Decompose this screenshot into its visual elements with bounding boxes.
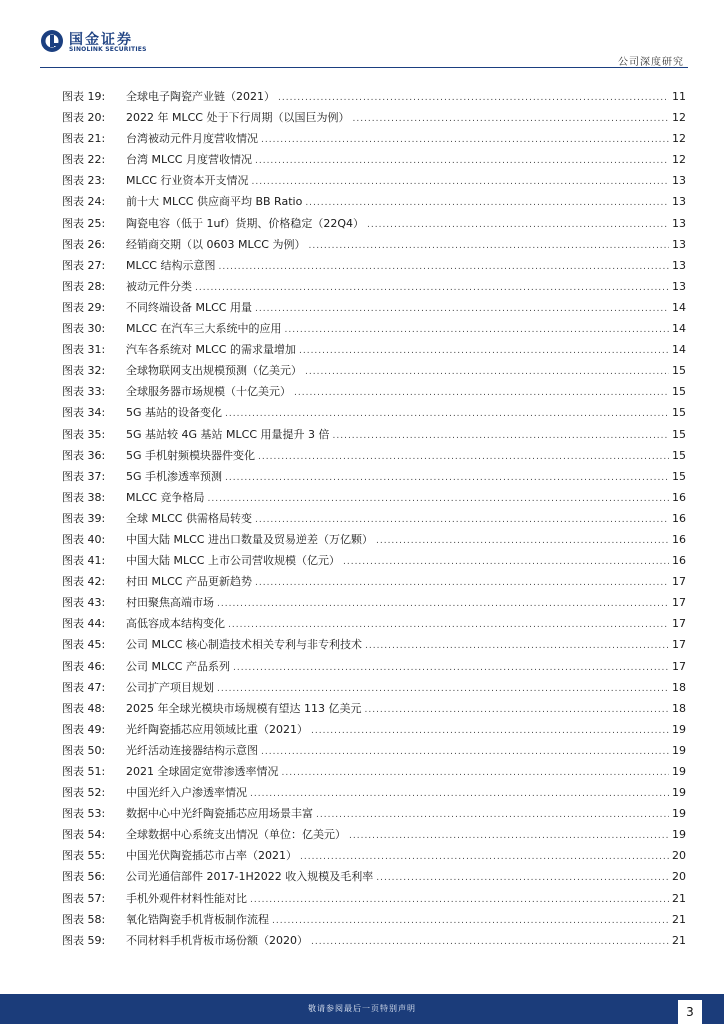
toc-entry-title: 汽车各系统对 MLCC 的需求量增加 bbox=[126, 343, 296, 357]
toc-entry-page: 20 bbox=[672, 870, 686, 884]
toc-entry-page: 12 bbox=[672, 132, 686, 146]
toc-entry[interactable] bbox=[62, 276, 686, 297]
toc-entry-title: MLCC 行业资本开支情况 bbox=[126, 174, 249, 188]
toc-entry-page: 15 bbox=[672, 385, 686, 399]
toc-dot-leader bbox=[250, 784, 669, 805]
toc-entry-title: 5G 手机渗透率预测 bbox=[126, 469, 223, 483]
toc-entry-page: 18 bbox=[672, 701, 686, 715]
toc-entry-label: 图表 56: bbox=[62, 870, 106, 884]
toc-entry-title: 前十大 MLCC 供应商平均 BB Ratio bbox=[126, 195, 303, 209]
toc-entry-title: MLCC 竞争格局 bbox=[126, 490, 205, 504]
toc-dot-leader bbox=[305, 362, 669, 383]
toc-entry[interactable] bbox=[62, 571, 686, 592]
toc-entry-title: 村田聚焦高端市场 bbox=[126, 596, 214, 610]
toc-entry-label: 图表 19: bbox=[62, 90, 106, 103]
toc-entry-page: 12 bbox=[672, 153, 686, 167]
toc-entry[interactable] bbox=[62, 339, 686, 360]
toc-entry-page: 16 bbox=[672, 511, 686, 525]
toc-entry-label: 图表 48: bbox=[62, 701, 106, 715]
toc-entry-page: 13 bbox=[672, 237, 686, 251]
toc-dot-leader bbox=[305, 193, 669, 214]
toc-entry-title: 中国光伏陶瓷插芯市占率（2021） bbox=[126, 849, 297, 863]
toc-entry-label: 图表 40: bbox=[62, 532, 106, 546]
toc-dot-leader bbox=[261, 742, 669, 763]
toc-entry-label: 图表 36: bbox=[62, 448, 106, 462]
toc-entry-label: 图表 30: bbox=[62, 322, 106, 336]
toc-entry-label: 图表 52: bbox=[62, 786, 106, 800]
toc-entry-page: 15 bbox=[672, 427, 686, 441]
logo-english-name: SINOLINK SECURITIES bbox=[69, 46, 147, 53]
toc-entry-label: 图表 45: bbox=[62, 638, 106, 652]
toc-entry-page: 21 bbox=[672, 933, 686, 947]
toc-entry-label: 图表 25: bbox=[62, 216, 106, 230]
header-divider bbox=[40, 67, 688, 68]
toc-entry-page: 11 bbox=[672, 90, 686, 103]
toc-entry-page: 15 bbox=[672, 448, 686, 462]
toc-entry-page: 19 bbox=[672, 765, 686, 778]
toc-dot-leader bbox=[272, 911, 669, 932]
toc-dot-leader bbox=[311, 932, 669, 953]
toc-entry[interactable] bbox=[62, 656, 686, 677]
toc-entry[interactable] bbox=[62, 170, 686, 191]
toc-entry[interactable] bbox=[62, 445, 686, 466]
toc-entry[interactable] bbox=[62, 782, 686, 803]
sinolink-logo-icon bbox=[40, 29, 64, 53]
toc-entry-title: 全球数据中心系统支出情况（单位：亿美元） bbox=[126, 828, 346, 842]
toc-entry-label: 图表 27: bbox=[62, 258, 106, 272]
toc-entry-page: 14 bbox=[672, 322, 686, 336]
toc-entry[interactable] bbox=[62, 845, 686, 866]
toc-entry-title: 数据中心中光纤陶瓷插芯应用场景丰富 bbox=[126, 807, 313, 821]
toc-entry[interactable] bbox=[62, 930, 686, 951]
toc-entry[interactable] bbox=[62, 424, 686, 445]
toc-entry-title: 2021 全球固定宽带渗透率情况 bbox=[126, 765, 279, 778]
page-header bbox=[0, 0, 724, 68]
toc-entry[interactable] bbox=[62, 677, 686, 698]
disclaimer-note: 敬请参阅最后一页特别声明 bbox=[308, 1004, 416, 1013]
toc-dot-leader bbox=[367, 215, 669, 236]
toc-entry-label: 图表 50: bbox=[62, 743, 106, 757]
toc-entry-page: 13 bbox=[672, 216, 686, 230]
toc-entry-page: 13 bbox=[672, 195, 686, 209]
toc-entry-label: 图表 29: bbox=[62, 300, 106, 314]
toc-entry-page: 19 bbox=[672, 743, 686, 757]
toc-entry[interactable] bbox=[62, 381, 686, 402]
toc-entry[interactable] bbox=[62, 297, 686, 318]
toc-entry-title: 全球服务器市场规模（十亿美元） bbox=[126, 385, 291, 399]
toc-entry-label: 图表 51: bbox=[62, 765, 106, 778]
toc-entry-label: 图表 32: bbox=[62, 364, 106, 378]
toc-entry-label: 图表 22: bbox=[62, 153, 106, 167]
toc-entry-page: 19 bbox=[672, 722, 686, 736]
toc-entry-page: 15 bbox=[672, 469, 686, 483]
toc-entry[interactable] bbox=[62, 318, 686, 339]
toc-dot-leader bbox=[251, 172, 669, 193]
toc-entry-title: 台湾被动元件月度营收情况 bbox=[126, 132, 258, 146]
toc-entry-label: 图表 43: bbox=[62, 596, 106, 610]
toc-entry-title: 村田 MLCC 产品更新趋势 bbox=[126, 575, 252, 589]
toc-entry-label: 图表 44: bbox=[62, 617, 106, 631]
toc-dot-leader bbox=[255, 510, 669, 531]
toc-entry[interactable] bbox=[62, 107, 686, 128]
toc-dot-leader bbox=[195, 278, 669, 299]
toc-dot-leader bbox=[284, 320, 669, 341]
toc-entry-title: 不同材料手机背板市场份额（2020） bbox=[126, 933, 308, 947]
toc-entry-page: 16 bbox=[672, 490, 686, 504]
toc-dot-leader bbox=[233, 658, 669, 679]
toc-entry-label: 图表 39: bbox=[62, 511, 106, 525]
toc-dot-leader bbox=[217, 679, 669, 700]
toc-entry-page: 13 bbox=[672, 258, 686, 272]
page-number: 3 bbox=[678, 1000, 702, 1024]
toc-entry[interactable] bbox=[62, 255, 686, 276]
toc-entry[interactable] bbox=[62, 529, 686, 550]
toc-entry[interactable] bbox=[62, 803, 686, 824]
toc-entry-title: 陶瓷电容（低于 1uf）货期、价格稳定（22Q4） bbox=[126, 216, 364, 230]
toc-dot-leader bbox=[376, 531, 669, 552]
toc-entry-page: 17 bbox=[672, 596, 686, 610]
toc-entry-title: 高低容成本结构变化 bbox=[126, 617, 225, 631]
toc-entry-page: 18 bbox=[672, 680, 686, 694]
toc-entry[interactable] bbox=[62, 128, 686, 149]
toc-entry-page: 17 bbox=[672, 659, 686, 673]
toc-entry-label: 图表 55: bbox=[62, 849, 106, 863]
toc-dot-leader bbox=[261, 130, 669, 151]
sinolink-logo bbox=[40, 29, 200, 55]
toc-entry-title: 全球 MLCC 供需格局转变 bbox=[126, 511, 252, 525]
toc-entry[interactable] bbox=[62, 824, 686, 845]
toc-dot-leader bbox=[343, 552, 669, 573]
toc-entry-label: 图表 54: bbox=[62, 828, 106, 842]
toc-dot-leader bbox=[349, 826, 669, 847]
toc-dot-leader bbox=[294, 383, 669, 404]
toc-entry-title: MLCC 在汽车三大系统中的应用 bbox=[126, 322, 282, 336]
toc-entry-title: 5G 基站较 4G 基站 MLCC 用量提升 3 倍 bbox=[126, 427, 330, 441]
toc-entry[interactable] bbox=[62, 719, 686, 740]
toc-dot-leader bbox=[207, 489, 669, 510]
toc-entry[interactable] bbox=[62, 487, 686, 508]
toc-entry-label: 图表 34: bbox=[62, 406, 106, 420]
toc-entry[interactable] bbox=[62, 360, 686, 381]
toc-entry-label: 图表 58: bbox=[62, 912, 106, 926]
toc-entry-title: 2025 年全球光模块市场规模有望达 113 亿美元 bbox=[126, 701, 362, 715]
toc-entry-page: 17 bbox=[672, 575, 686, 589]
toc-entry-title: 2022 年 MLCC 处于下行周期（以国巨为例） bbox=[126, 111, 350, 125]
toc-entry-label: 图表 38: bbox=[62, 490, 106, 504]
toc-entry-title: 光纤活动连接器结构示意图 bbox=[126, 743, 258, 757]
toc-entry-label: 图表 37: bbox=[62, 469, 106, 483]
toc-entry[interactable] bbox=[62, 86, 686, 107]
toc-entry[interactable] bbox=[62, 634, 686, 655]
toc-entry-label: 图表 28: bbox=[62, 279, 106, 293]
toc-entry[interactable] bbox=[62, 234, 686, 255]
toc-dot-leader bbox=[250, 890, 669, 911]
toc-dot-leader bbox=[258, 447, 669, 468]
toc-entry-page: 13 bbox=[672, 279, 686, 293]
toc-entry-title: 被动元件分类 bbox=[126, 279, 192, 293]
toc-dot-leader bbox=[255, 151, 669, 172]
toc-dot-leader bbox=[311, 721, 669, 742]
toc-entry[interactable] bbox=[62, 866, 686, 887]
toc-dot-leader bbox=[278, 88, 669, 109]
logo-chinese-name: 国金证券 bbox=[69, 32, 133, 48]
toc-entry-label: 图表 23: bbox=[62, 174, 106, 188]
toc-entry-title: 5G 手机射频模块器件变化 bbox=[126, 448, 256, 462]
document-type-label: 公司深度研究 bbox=[618, 57, 684, 68]
toc-dot-leader bbox=[364, 700, 669, 721]
toc-entry[interactable] bbox=[62, 402, 686, 423]
toc-entry-label: 图表 24: bbox=[62, 195, 106, 209]
toc-entry-title: 不同终端设备 MLCC 用量 bbox=[126, 300, 252, 314]
toc-entry[interactable] bbox=[62, 550, 686, 571]
toc-entry-title: 氧化锆陶瓷手机背板制作流程 bbox=[126, 912, 269, 926]
toc-dot-leader bbox=[217, 594, 669, 615]
toc-entry[interactable] bbox=[62, 698, 686, 719]
toc-entry-page: 17 bbox=[672, 617, 686, 631]
toc-dot-leader bbox=[255, 573, 669, 594]
toc-entry-page: 19 bbox=[672, 828, 686, 842]
toc-entry-title: 中国大陆 MLCC 进出口数量及贸易逆差（万亿颗） bbox=[126, 532, 373, 546]
toc-entry-label: 图表 42: bbox=[62, 575, 106, 589]
toc-entry-page: 15 bbox=[672, 364, 686, 378]
toc-entry-page: 13 bbox=[672, 174, 686, 188]
toc-entry[interactable] bbox=[62, 508, 686, 529]
toc-entry[interactable] bbox=[62, 613, 686, 634]
toc-entry-page: 16 bbox=[672, 532, 686, 546]
toc-entry[interactable] bbox=[62, 149, 686, 170]
toc-entry-page: 16 bbox=[672, 554, 686, 568]
toc-entry[interactable] bbox=[62, 888, 686, 909]
toc-entry-label: 图表 49: bbox=[62, 722, 106, 736]
toc-entry-page: 14 bbox=[672, 300, 686, 314]
toc-entry-page: 14 bbox=[672, 343, 686, 357]
toc-dot-leader bbox=[333, 426, 670, 447]
toc-entry-title: 公司扩产项目规划 bbox=[126, 680, 214, 694]
toc-entry-title: 全球物联网支出规模预测（亿美元） bbox=[126, 364, 302, 378]
page-footer bbox=[0, 994, 724, 1024]
toc-entry-title: 经销商交期（以 0603 MLCC 为例） bbox=[126, 237, 306, 251]
toc-entry[interactable] bbox=[62, 213, 686, 234]
toc-dot-leader bbox=[225, 404, 669, 425]
toc-dot-leader bbox=[352, 109, 669, 130]
toc-dot-leader bbox=[255, 299, 669, 320]
toc-entry-page: 17 bbox=[672, 638, 686, 652]
toc-dot-leader bbox=[282, 763, 670, 784]
toc-entry-label: 图表 35: bbox=[62, 427, 106, 441]
toc-entry-title: 中国大陆 MLCC 上市公司营收规模（亿元） bbox=[126, 554, 340, 568]
toc-entry-title: 5G 基站的设备变化 bbox=[126, 406, 223, 420]
toc-entry-label: 图表 26: bbox=[62, 237, 106, 251]
toc-entry-page: 12 bbox=[672, 111, 686, 125]
toc-entry-title: 公司 MLCC 产品系列 bbox=[126, 659, 230, 673]
toc-entry-title: 光纤陶瓷插芯应用领域比重（2021） bbox=[126, 722, 308, 736]
toc-entry[interactable] bbox=[62, 740, 686, 761]
toc-entry-title: 中国光纤入户渗透率情况 bbox=[126, 786, 247, 800]
toc-entry[interactable] bbox=[62, 909, 686, 930]
toc-dot-leader bbox=[228, 615, 669, 636]
toc-entry-label: 图表 59: bbox=[62, 933, 106, 947]
toc-entry-label: 图表 20: bbox=[62, 111, 106, 125]
toc-dot-leader bbox=[308, 236, 669, 257]
toc-dot-leader bbox=[218, 257, 669, 278]
toc-entry-page: 19 bbox=[672, 786, 686, 800]
toc-entry-label: 图表 57: bbox=[62, 891, 106, 905]
toc-dot-leader bbox=[316, 805, 669, 826]
toc-entry-label: 图表 53: bbox=[62, 807, 106, 821]
toc-entry[interactable] bbox=[62, 466, 686, 487]
toc-entry[interactable] bbox=[62, 592, 686, 613]
toc-entry-page: 21 bbox=[672, 891, 686, 905]
toc-dot-leader bbox=[365, 636, 669, 657]
toc-dot-leader bbox=[225, 468, 669, 489]
toc-entry-page: 19 bbox=[672, 807, 686, 821]
table-of-figures bbox=[62, 86, 686, 951]
toc-entry-label: 图表 21: bbox=[62, 132, 106, 146]
toc-dot-leader bbox=[376, 868, 669, 889]
toc-entry-title: 手机外观件材料性能对比 bbox=[126, 891, 247, 905]
toc-entry-title: 全球电子陶瓷产业链（2021） bbox=[126, 90, 275, 103]
toc-entry-label: 图表 41: bbox=[62, 554, 106, 568]
toc-entry-title: 公司 MLCC 核心制造技术相关专利与非专利技术 bbox=[126, 638, 362, 652]
toc-entry-page: 20 bbox=[672, 849, 686, 863]
toc-entry-label: 图表 47: bbox=[62, 680, 106, 694]
toc-entry-label: 图表 46: bbox=[62, 659, 106, 673]
toc-entry[interactable] bbox=[62, 191, 686, 212]
toc-entry[interactable] bbox=[62, 761, 686, 782]
toc-entry-label: 图表 33: bbox=[62, 385, 106, 399]
toc-entry-title: 台湾 MLCC 月度营收情况 bbox=[126, 153, 252, 167]
toc-entry-title: 公司光通信部件 2017-1H2022 收入规模及毛利率 bbox=[126, 870, 374, 884]
toc-entry-label: 图表 31: bbox=[62, 343, 106, 357]
toc-dot-leader bbox=[299, 341, 669, 362]
toc-entry-title: MLCC 结构示意图 bbox=[126, 258, 216, 272]
toc-dot-leader bbox=[300, 847, 669, 868]
toc-entry-page: 15 bbox=[672, 406, 686, 420]
toc-entry-page: 21 bbox=[672, 912, 686, 926]
